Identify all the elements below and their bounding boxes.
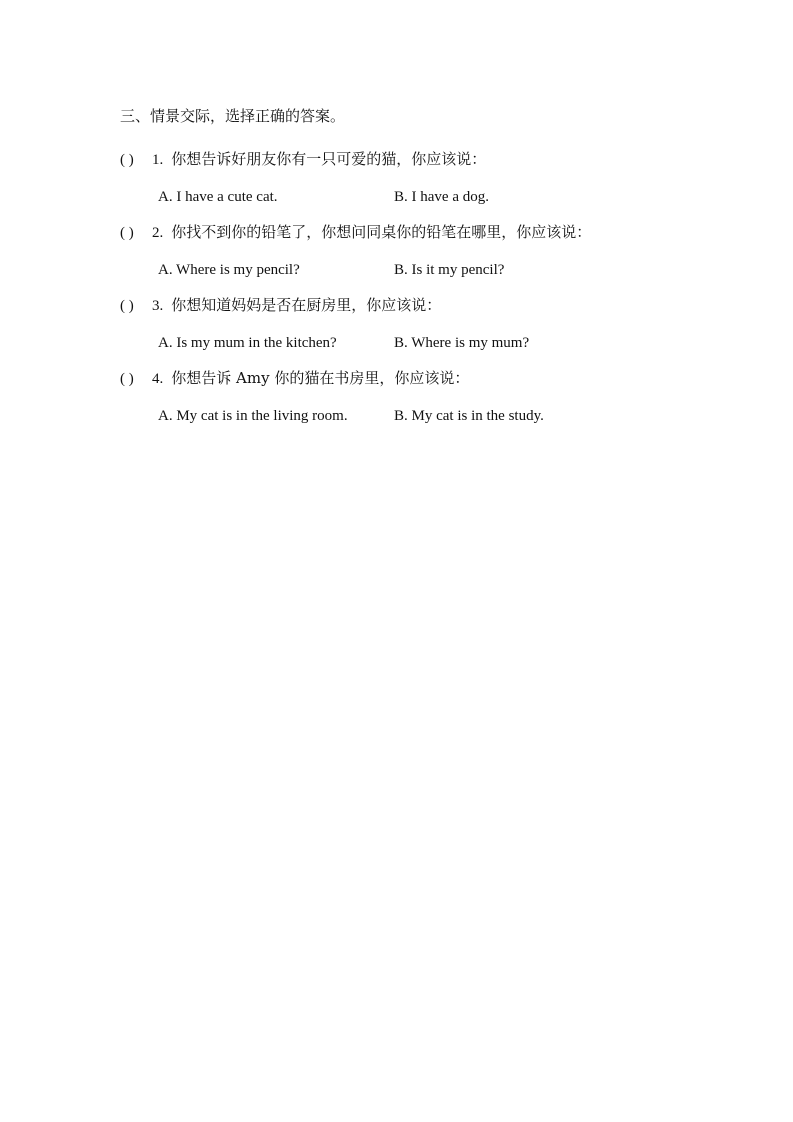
- option-a: A. Where is my pencil?: [158, 262, 300, 278]
- question-1: [120, 149, 760, 207]
- question-number: 2.: [152, 225, 164, 241]
- question-prompt: 你想知道妈妈是否在厨房里，你应该说：: [171, 296, 442, 314]
- section-title: 三、情景交际，选择正确的答案。: [120, 107, 346, 125]
- question-line: [120, 222, 760, 243]
- answer-blank[interactable]: ( ): [120, 152, 134, 168]
- answer-blank[interactable]: ( ): [120, 371, 134, 387]
- question-number: 1.: [152, 152, 164, 168]
- option-b: B. Where is my mum?: [394, 335, 530, 351]
- option-b: B. Is it my pencil?: [394, 262, 505, 278]
- question-line: [120, 149, 760, 170]
- option-b: B. My cat is in the study.: [394, 408, 544, 424]
- answer-blank[interactable]: ( ): [120, 225, 134, 241]
- question-4: [120, 368, 760, 426]
- question-2: [120, 222, 760, 280]
- option-b: B. I have a dog.: [394, 189, 489, 205]
- question-prompt: 你想告诉好朋友你有一只可爱的猫，你应该说：: [171, 150, 487, 168]
- options-row: [120, 406, 760, 426]
- option-a: A. Is my mum in the kitchen?: [158, 335, 337, 351]
- answer-blank[interactable]: ( ): [120, 298, 134, 314]
- question-prompt: 你找不到你的铅笔了，你想问同桌你的铅笔在哪里，你应该说：: [171, 223, 592, 241]
- question-number: 4.: [152, 371, 164, 387]
- option-a: A. I have a cute cat.: [158, 189, 278, 205]
- question-3: [120, 295, 760, 353]
- options-row: [120, 260, 760, 280]
- question-prompt: 你想告诉 Amy 你的猫在书房里，你应该说：: [171, 369, 470, 387]
- question-number: 3.: [152, 298, 164, 314]
- question-line: [120, 368, 760, 389]
- option-a: A. My cat is in the living room.: [158, 408, 348, 424]
- options-row: [120, 333, 760, 353]
- question-line: [120, 295, 760, 316]
- options-row: [120, 187, 760, 207]
